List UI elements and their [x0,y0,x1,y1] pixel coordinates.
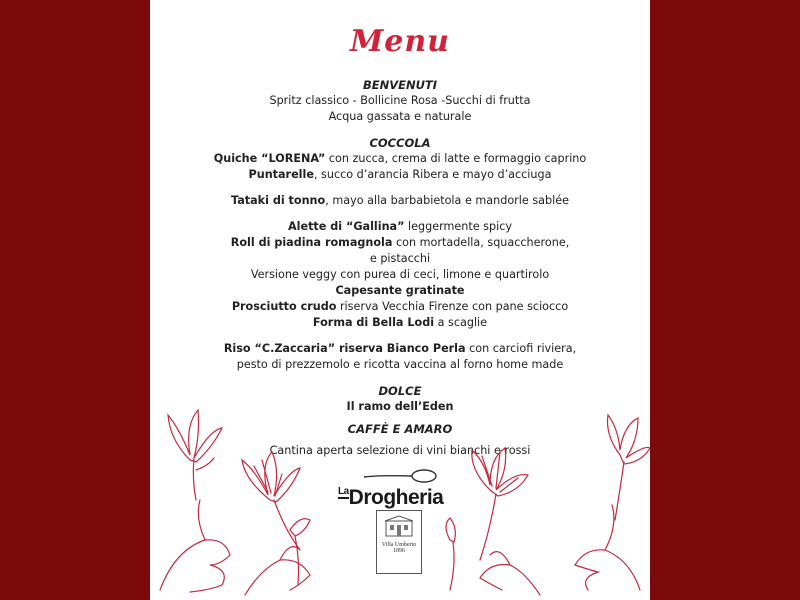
menu-item-veggy: Versione veggy con purea di ceci, limone e quartirolo [250,268,550,281]
benvenuti-line: Acqua gassata e naturale [328,110,472,123]
menu-title: Menu [350,24,450,59]
menu-item-roll: Roll di piadina romagnola con mortadella, squaccherone, [230,236,570,249]
flower-center-right [446,518,455,590]
menu-item-puntarelle: Puntarelle, succo d’arancia Ribera e mayo d’acciuga [248,168,552,181]
menu-item-quiche: Quiche “LORENA” con zucca, crema di latte e formaggio caprino [213,152,587,165]
menu-item-tataki: Tataki di tonno, mayo alla barbabietola e mandorle sablée [231,194,569,207]
flower-left-middle [242,452,300,550]
villa-umberto-logo [376,510,422,574]
menu-item-riso-cont: pesto di prezzemolo e ricotta vaccina al forno home made [236,358,564,371]
flower-right-middle [472,448,528,560]
menu-item-dolce: Il ramo dell’Eden [346,400,454,413]
menu-item-roll-cont: e pistacchi [369,252,431,265]
menu-item-riso: Riso “C.Zaccaria” riserva Bianco Perla con carciofi riviera, [223,342,577,355]
benvenuti-line: Spritz classico - Bollicine Rosa -Succhi di frutta [269,94,531,107]
menu-item-capesante: Capesante gratinate [335,284,465,297]
villa-name: Villa Umberto [381,542,417,548]
section-coccola-heading: COCCOLA [369,136,431,150]
caffe-line: Cantina aperta selezione di vini bianchi e rossi [269,444,531,457]
section-caffe-heading: CAFFÈ E AMARO [347,422,453,436]
menu-card [150,0,650,600]
menu-item-forma: Forma di Bella Lodi a scaglie [312,316,488,329]
flower-center-left [290,519,310,585]
villa-building-icon [384,515,414,537]
villa-year: 1896 [393,548,405,554]
spoon-icon [362,468,438,486]
logo-wordmark: $^{La}$Drogheria [338,486,444,509]
flower-right-top [608,415,651,520]
flower-left-top [168,410,222,500]
menu-item-prosciutto: Prosciutto crudo riserva Vecchia Firenze con pane sciocco [231,300,569,313]
hand-right [480,505,640,595]
section-benvenuti-heading: BENVENUTI [362,78,438,92]
section-dolce-heading: DOLCE [378,384,422,398]
hand-left [160,500,310,595]
menu-item-alette: Alette di “Gallina” leggermente spicy [288,220,512,233]
